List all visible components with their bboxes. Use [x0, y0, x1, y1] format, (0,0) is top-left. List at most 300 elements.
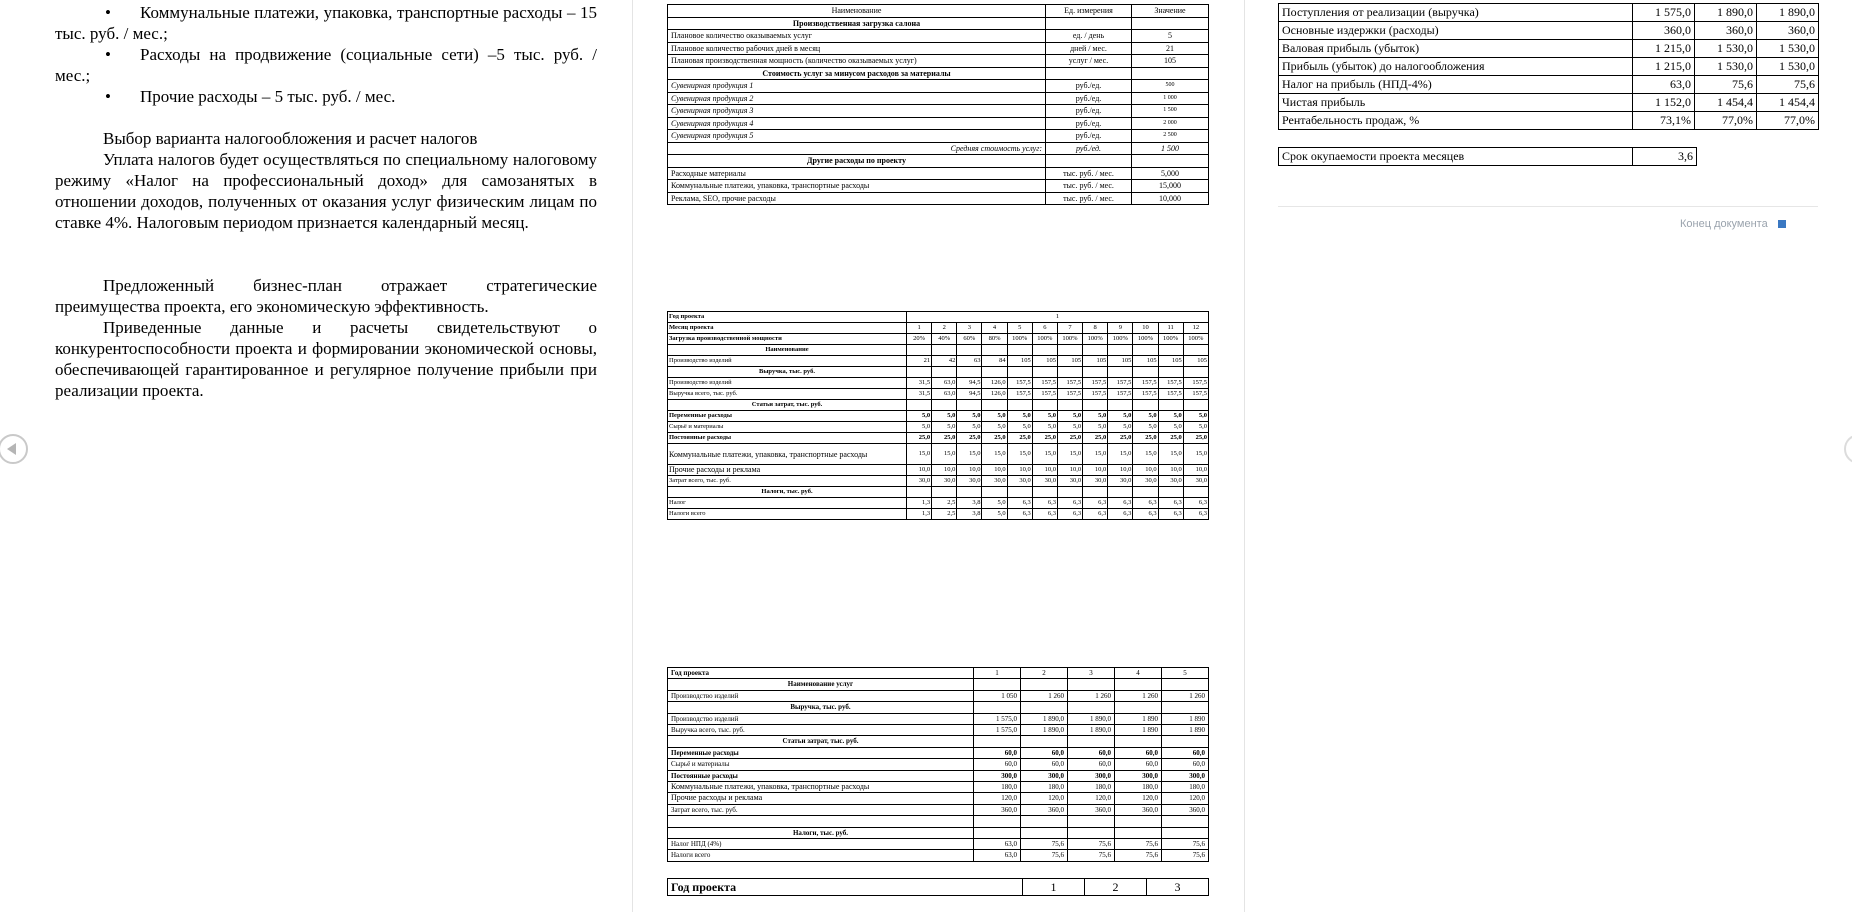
month-cell: 8: [1083, 323, 1108, 334]
empty-cell: [982, 400, 1007, 411]
month-cell: 1: [907, 323, 932, 334]
row-value: 30,0: [1108, 476, 1133, 487]
table-row: [668, 378, 1209, 389]
row-value: 6,3: [1133, 498, 1158, 509]
row-value: 6,3: [1007, 509, 1032, 520]
empty-cell: [1162, 736, 1209, 747]
row-value: 15,0: [982, 444, 1007, 465]
row-unit: руб./ед.: [1046, 92, 1132, 105]
row-value: 40%: [932, 334, 957, 345]
table-row: [1279, 40, 1819, 58]
row-value: 105: [1032, 356, 1057, 367]
row-value: 120,0: [1162, 793, 1209, 804]
row-value: 157,5: [1032, 378, 1057, 389]
row-value: 10,0: [1183, 465, 1208, 476]
row-label: Плановая производственная мощность (количество оказываемых услуг): [668, 55, 1046, 68]
row-value: 5,0: [907, 422, 932, 433]
row-value: 1 215,0: [1633, 40, 1695, 58]
row-value: 30,0: [1007, 476, 1032, 487]
row-value: 100%: [1007, 334, 1032, 345]
row-value: 6,3: [1183, 498, 1208, 509]
month-cell: 3: [957, 323, 982, 334]
row-value: 1 500: [1132, 105, 1209, 118]
row-value: 100%: [1032, 334, 1057, 345]
empty-cell: [1032, 345, 1057, 356]
row-label: Налоги всего: [668, 509, 907, 520]
table-row: [668, 180, 1209, 193]
row-value: 60,0: [1162, 759, 1209, 770]
row-value: 77,0%: [1695, 112, 1757, 130]
section-title: Налоги, тыс. руб.: [668, 487, 907, 498]
empty-cell: [1068, 827, 1115, 838]
empty-cell: [1115, 816, 1162, 827]
row-value: 73,1%: [1633, 112, 1695, 130]
row-value: 5,0: [957, 411, 982, 422]
row-value: 30,0: [1183, 476, 1208, 487]
section-title: Статьи затрат, тыс. руб.: [668, 400, 907, 411]
section-title: Наименование: [668, 345, 907, 356]
empty-cell: [1021, 736, 1068, 747]
table-row: [668, 117, 1209, 130]
section-row: [668, 17, 1209, 30]
row-value: 360,0: [1021, 804, 1068, 815]
row-value: 5,0: [1133, 411, 1158, 422]
row-label: Прочие расходы и реклама: [668, 465, 907, 476]
row-value: 5,0: [1007, 411, 1032, 422]
bullet-mark: •: [105, 45, 111, 64]
row-value: 6,3: [1057, 509, 1082, 520]
year-cell: 4: [1115, 668, 1162, 679]
row-label: Налог на прибыль (НПД-4%): [1279, 76, 1633, 94]
row-value: 157,5: [1007, 389, 1032, 400]
row-label: Постоянные расходы: [668, 770, 974, 781]
row-value: 25,0: [957, 433, 982, 444]
row-value: 63,0: [974, 850, 1021, 861]
row-value: 120,0: [974, 793, 1021, 804]
row-value: 180,0: [1021, 782, 1068, 793]
row-value: 1 890,0: [1757, 4, 1819, 22]
row-value: 42: [932, 356, 957, 367]
empty-cell: [1021, 702, 1068, 713]
table-row: [1279, 58, 1819, 76]
row-value: 126,0: [982, 389, 1007, 400]
empty-cell: [1068, 679, 1115, 690]
row-value: 63: [957, 356, 982, 367]
row-label: Налог НПД (4%): [668, 839, 974, 850]
row-value: 25,0: [1158, 433, 1183, 444]
row-value: 21: [1132, 42, 1209, 55]
row-value: 31,5: [907, 378, 932, 389]
month-cell: 5: [1007, 323, 1032, 334]
row-value: 1 890: [1162, 713, 1209, 724]
row-value: 1 530,0: [1757, 58, 1819, 76]
year-cell: 2: [1085, 879, 1147, 896]
row-value: 75,6: [1695, 76, 1757, 94]
row-value: 30,0: [957, 476, 982, 487]
section-title: Другие расходы по проекту: [668, 155, 1046, 168]
row-value: 1 530,0: [1695, 58, 1757, 76]
row-value: 10,0: [1032, 465, 1057, 476]
empty-cell: [1133, 487, 1158, 498]
payback-label: Срок окупаемости проекта месяцев: [1279, 148, 1633, 166]
row-value: 60,0: [974, 759, 1021, 770]
empty-cell: [907, 400, 932, 411]
row-label: Коммунальные платежи, упаковка, транспортные расходы: [668, 180, 1046, 193]
spacer-row: [668, 816, 1209, 827]
row-label: Год проекта: [668, 668, 974, 679]
row-value: 100%: [1057, 334, 1082, 345]
row-value: 6,3: [1158, 498, 1183, 509]
row-value: 60%: [957, 334, 982, 345]
profit-table: [1278, 3, 1819, 130]
row-value: 15,0: [957, 444, 982, 465]
table-row: [668, 509, 1209, 520]
yearly-plan-table: [667, 667, 1209, 862]
row-label: Постоянные расходы: [668, 433, 907, 444]
page-separator: [632, 0, 633, 912]
empty-cell: [974, 702, 1021, 713]
row-value: 157,5: [1183, 389, 1208, 400]
row-value: 60,0: [1068, 759, 1115, 770]
empty-cell: [668, 816, 974, 827]
table-row: [668, 747, 1209, 758]
row-unit: тыс. руб. / мес.: [1046, 180, 1132, 193]
row-value: 25,0: [1108, 433, 1133, 444]
table-row: [668, 690, 1209, 701]
row-label: Коммунальные платежи, упаковка, транспортные расходы: [668, 444, 907, 465]
row-value: 60,0: [1021, 759, 1068, 770]
row-value: 5,000: [1132, 167, 1209, 180]
row-value: 157,5: [1083, 378, 1108, 389]
bullet-item: [55, 86, 597, 107]
row-value: 10,0: [1158, 465, 1183, 476]
payback-value: 3,6: [1633, 148, 1697, 166]
row-value: 105: [1083, 356, 1108, 367]
empty-cell: [1021, 679, 1068, 690]
row-label: Поступления от реализации (выручка): [1279, 4, 1633, 22]
table-row: [668, 444, 1209, 465]
row-value: 1 260: [1068, 690, 1115, 701]
row-value: 15,0: [1032, 444, 1057, 465]
table-row: [668, 30, 1209, 43]
section-row: [668, 702, 1209, 713]
row-value: 1 530,0: [1757, 40, 1819, 58]
row-unit: тыс. руб. / мес.: [1046, 192, 1132, 205]
empty-cell: [1007, 367, 1032, 378]
row-label: Прибыль (убыток) до налогообложения: [1279, 58, 1633, 76]
table-row: [668, 725, 1209, 736]
empty-cell: [1162, 679, 1209, 690]
row-value: 30,0: [907, 476, 932, 487]
row-value: 105: [1108, 356, 1133, 367]
profit-table-header: [667, 878, 1209, 896]
empty-cell: [1068, 816, 1115, 827]
project-parameters-table: [667, 4, 1209, 205]
table-row: [668, 839, 1209, 850]
row-value: 1 890: [1115, 725, 1162, 736]
row-value: 1 260: [1021, 690, 1068, 701]
row-value: 10,0: [1108, 465, 1133, 476]
row-value: 5,0: [1083, 422, 1108, 433]
row-value: 120,0: [1068, 793, 1115, 804]
empty-cell: [1133, 345, 1158, 356]
table-row: [668, 42, 1209, 55]
month-cell: 2: [932, 323, 957, 334]
row-label: Затрат всего, тыс. руб.: [668, 476, 907, 487]
row-value: 2,5: [932, 498, 957, 509]
empty-cell: [1183, 400, 1208, 411]
row-label: Переменные расходы: [668, 411, 907, 422]
row-label: Плановое количество оказываемых услуг: [668, 30, 1046, 43]
empty-cell: [1183, 487, 1208, 498]
section-row: [668, 67, 1209, 80]
table-row: [668, 389, 1209, 400]
row-value: 1 890,0: [1068, 725, 1115, 736]
table-row: [668, 770, 1209, 781]
row-value: 2,5: [932, 509, 957, 520]
table-row: [1279, 4, 1819, 22]
row-value: 25,0: [1032, 433, 1057, 444]
row-value: 1 890,0: [1695, 4, 1757, 22]
row-value: 100%: [1183, 334, 1208, 345]
row-value: 30,0: [932, 476, 957, 487]
row-value: 157,5: [1083, 389, 1108, 400]
row-label: Сувенирная продукция 1: [668, 80, 1046, 93]
row-value: 360,0: [1162, 804, 1209, 815]
section-title: Стоимость услуг за минусом расходов за материалы: [668, 67, 1046, 80]
row-label: Налоги всего: [668, 850, 974, 861]
end-of-document-label: Конец документа: [1680, 218, 1768, 230]
row-value: 6,3: [1083, 509, 1108, 520]
section-row: [668, 345, 1209, 356]
row-value: 157,5: [1007, 378, 1032, 389]
row-value: 6,3: [1108, 509, 1133, 520]
row-value: 5,0: [1057, 411, 1082, 422]
row-label: Сувенирная продукция 4: [668, 117, 1046, 130]
empty-cell: [1115, 736, 1162, 747]
row-value: 105: [1183, 356, 1208, 367]
year-cell: 1: [974, 668, 1021, 679]
row-value: 75,6: [1162, 839, 1209, 850]
row-value: 300,0: [1068, 770, 1115, 781]
end-marker-icon: [1778, 220, 1786, 228]
row-label: Выручка всего, тыс. руб.: [668, 725, 974, 736]
row-value: 63,0: [1633, 76, 1695, 94]
row-value: 100%: [1133, 334, 1158, 345]
row-value: 21: [907, 356, 932, 367]
row-value: 75,6: [1757, 76, 1819, 94]
section-title: Статьи затрат, тыс. руб.: [668, 736, 974, 747]
row-value: 300,0: [974, 770, 1021, 781]
row-value: 75,6: [1162, 850, 1209, 861]
table-row: [668, 55, 1209, 68]
row-unit: руб./ед.: [1046, 105, 1132, 118]
row-value: 6,3: [1032, 498, 1057, 509]
row-value: 25,0: [1057, 433, 1082, 444]
left-page: [55, 0, 597, 401]
row-value: 10,000: [1132, 192, 1209, 205]
row-value: 360,0: [1757, 22, 1819, 40]
row-value: 5,0: [1158, 411, 1183, 422]
row-value: 1 260: [1162, 690, 1209, 701]
end-of-document: [1680, 218, 1786, 230]
row-value: 5,0: [1158, 422, 1183, 433]
bullet-item: [55, 44, 597, 86]
row-value: 157,5: [1057, 378, 1082, 389]
row-value: 15,0: [907, 444, 932, 465]
row-value: 75,6: [1115, 850, 1162, 861]
section-title: Производственная загрузка салона: [668, 17, 1046, 30]
bullet-mark: •: [105, 3, 111, 22]
row-value: 5,0: [932, 422, 957, 433]
row-value: 157,5: [1108, 389, 1133, 400]
row-value: 300,0: [1162, 770, 1209, 781]
row-value: 5,0: [1108, 422, 1133, 433]
row-value: 157,5: [1108, 378, 1133, 389]
row-value: 6,3: [1108, 498, 1133, 509]
section-title: Выручка, тыс. руб.: [668, 702, 974, 713]
empty-cell: [1158, 400, 1183, 411]
table-row: [668, 167, 1209, 180]
row-label: Средняя стоимость услуг:: [668, 142, 1046, 155]
bullet-mark: •: [105, 87, 111, 106]
row-label: Плановое количество рабочих дней в месяц: [668, 42, 1046, 55]
empty-cell: [1162, 816, 1209, 827]
month-cell: 10: [1133, 323, 1158, 334]
row-value: 1 890: [1115, 713, 1162, 724]
row-label: Сувенирная продукция 5: [668, 130, 1046, 143]
row-value: 360,0: [1695, 22, 1757, 40]
table-row: [1279, 148, 1697, 166]
row-value: 84: [982, 356, 1007, 367]
empty-cell: [1158, 367, 1183, 378]
section-row: [668, 736, 1209, 747]
empty-cell: [1083, 400, 1108, 411]
section-row: [668, 367, 1209, 378]
row-unit: руб./ед.: [1046, 80, 1132, 93]
year-cell: 3: [1068, 668, 1115, 679]
row-value: 100%: [1083, 334, 1108, 345]
table-row: [668, 793, 1209, 804]
row-value: 180,0: [974, 782, 1021, 793]
empty-cell: [1021, 827, 1068, 838]
row-value: 1 454,4: [1695, 94, 1757, 112]
row-label: Сырьё и материалы: [668, 422, 907, 433]
row-value: 6,3: [1057, 498, 1082, 509]
row-value: 120,0: [1115, 793, 1162, 804]
row-value: 60,0: [1162, 747, 1209, 758]
table-row: [668, 713, 1209, 724]
row-value: 94,5: [957, 389, 982, 400]
row-value: 80%: [982, 334, 1007, 345]
row-label: Загрузка производственной мощности: [668, 334, 907, 345]
row-value: 30,0: [1158, 476, 1183, 487]
row-value: 300,0: [1021, 770, 1068, 781]
row-value: 120,0: [1021, 793, 1068, 804]
year-label: Год проекта: [668, 879, 1023, 896]
empty-cell: [1007, 345, 1032, 356]
table-row: [668, 476, 1209, 487]
table-row: [1279, 112, 1819, 130]
year-cell: 1: [1023, 879, 1085, 896]
row-value: 1 890,0: [1021, 725, 1068, 736]
section-row: [668, 827, 1209, 838]
tax-paragraph: Уплата налогов будет осуществляться по специальному налоговому режиму «Налог на профессиональный доход» для самозанятых в отношении доходов, полученных от оказания услуг физическим лицам по ставке 4%. Налоговым периодом признается календарный месяц.: [55, 150, 597, 232]
row-value: 360,0: [1633, 22, 1695, 40]
payback-table: [1278, 147, 1697, 166]
row-value: 5,0: [1108, 411, 1133, 422]
bullet-item: [55, 2, 597, 44]
row-value: 5,0: [932, 411, 957, 422]
row-value: 1 260: [1115, 690, 1162, 701]
conclusion-paragraph-2: Приведенные данные и расчеты свидетельствуют о конкурентоспособности проекта и формировании экономической основы, обеспечивающей гарантированное и регулярное получение прибыли при реализации проекта.: [55, 318, 597, 400]
row-value: 5: [1132, 30, 1209, 43]
row-value: 75,6: [1021, 850, 1068, 861]
row-value: 3,8: [957, 509, 982, 520]
row-value: 1 050: [974, 690, 1021, 701]
empty-cell: [1083, 487, 1108, 498]
previous-page-button[interactable]: [0, 434, 28, 464]
row-value: 10,0: [1133, 465, 1158, 476]
row-label: Переменные расходы: [668, 747, 974, 758]
empty-cell: [974, 736, 1021, 747]
row-unit: руб./ед.: [1046, 117, 1132, 130]
row-label: Коммунальные платежи, упаковка, транспортные расходы: [668, 782, 974, 793]
row-value: 100%: [1108, 334, 1133, 345]
section-title: Налоги, тыс. руб.: [668, 827, 974, 838]
row-value: 360,0: [1068, 804, 1115, 815]
row-unit: дней / мес.: [1046, 42, 1132, 55]
row-unit: руб./ед.: [1046, 142, 1132, 155]
row-value: 1 152,0: [1633, 94, 1695, 112]
row-value: 15,0: [1007, 444, 1032, 465]
empty-cell: [1108, 487, 1133, 498]
empty-cell: [1115, 679, 1162, 690]
row-value: 180,0: [1162, 782, 1209, 793]
row-value: 75,6: [1115, 839, 1162, 850]
row-value: 1 890: [1162, 725, 1209, 736]
empty-cell: [1133, 367, 1158, 378]
row-value: 15,0: [1083, 444, 1108, 465]
row-value: 63,0: [932, 389, 957, 400]
row-value: 15,0: [1057, 444, 1082, 465]
row-value: 105: [1133, 356, 1158, 367]
row-value: 5,0: [1133, 422, 1158, 433]
table-row: [668, 782, 1209, 793]
row-value: 5,0: [1183, 422, 1208, 433]
empty-cell: [1158, 345, 1183, 356]
empty-cell: [1108, 367, 1133, 378]
row-value: 105: [1158, 356, 1183, 367]
row-value: 10,0: [1057, 465, 1082, 476]
row-label: Налог: [668, 498, 907, 509]
row-unit: услуг / мес.: [1046, 55, 1132, 68]
empty-cell: [1133, 400, 1158, 411]
next-page-button[interactable]: [1844, 434, 1852, 464]
row-value: 500: [1132, 80, 1209, 93]
row-label: Прочие расходы и реклама: [668, 793, 974, 804]
row-value: 5,0: [1007, 422, 1032, 433]
row-unit: руб./ед.: [1046, 130, 1132, 143]
row-value: 77,0%: [1757, 112, 1819, 130]
table-row: [668, 105, 1209, 118]
row-label: Сувенирная продукция 2: [668, 92, 1046, 105]
year-cell: 1: [907, 312, 1209, 323]
row-value: 5,0: [982, 509, 1007, 520]
row-value: 1 890,0: [1021, 713, 1068, 724]
table-row: [668, 334, 1209, 345]
table-row: [1279, 76, 1819, 94]
